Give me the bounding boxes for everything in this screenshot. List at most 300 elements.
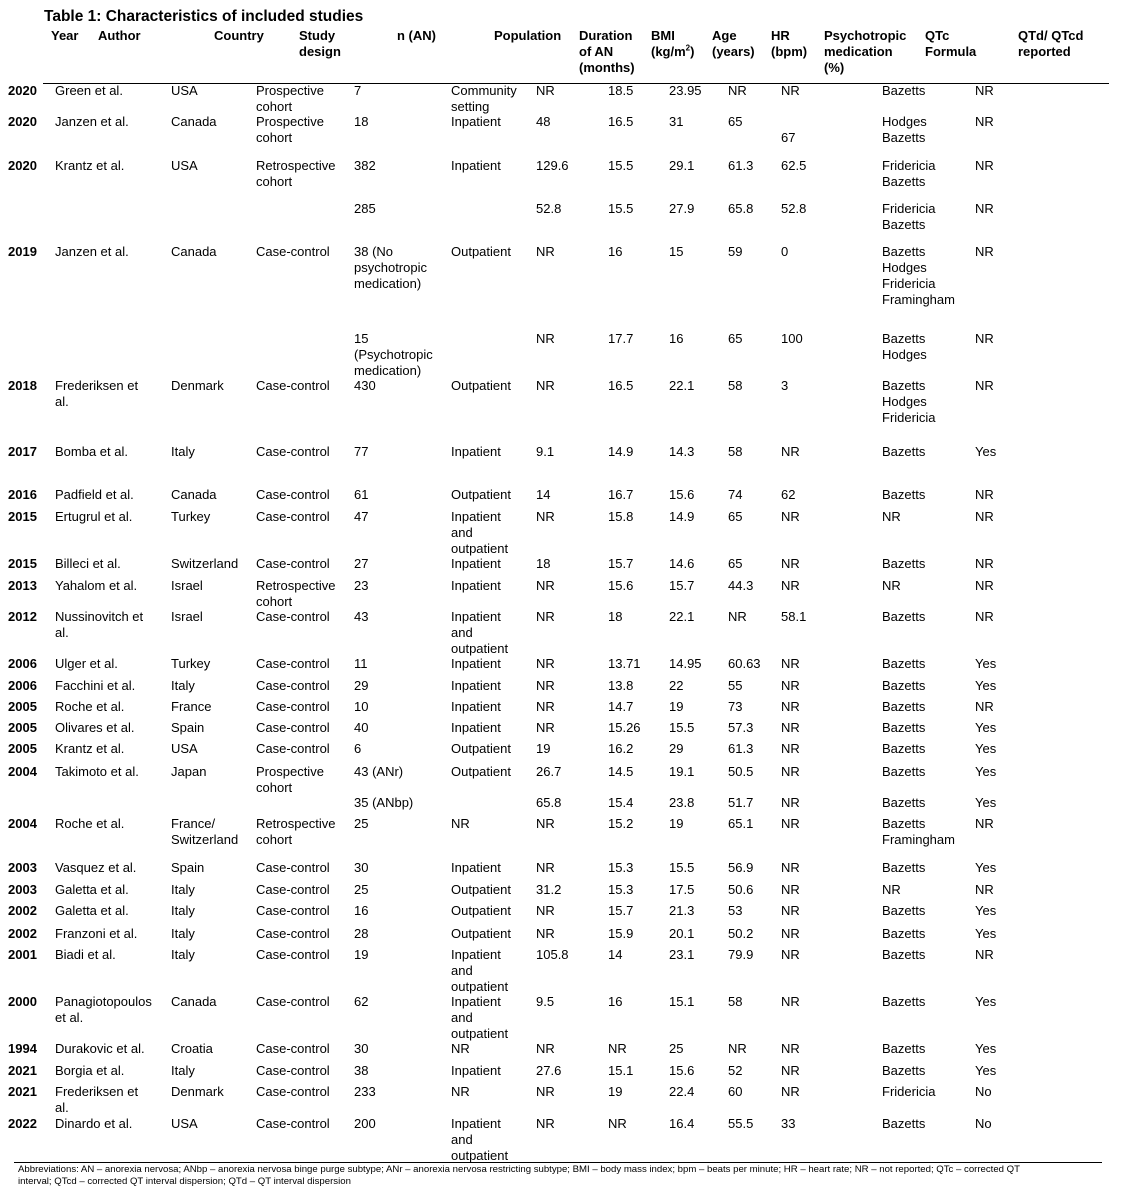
cell-age: 14.9	[669, 509, 695, 524]
cell-population: Inpatient	[451, 444, 501, 459]
cell-author: Biadi et al.	[55, 947, 116, 962]
cell-age: 15	[669, 244, 684, 259]
cell-duration: NR	[536, 1116, 555, 1131]
cell-n: 6	[354, 741, 362, 756]
cell-n: 35 (ANbp)	[354, 795, 414, 810]
cell-qtc: Bazetts	[882, 860, 926, 875]
cell-n: 25	[354, 816, 369, 831]
cell-psych: NR	[781, 860, 800, 875]
cell-design: Case-control	[256, 947, 330, 962]
cell-year: 2003	[8, 882, 37, 897]
cell-age: 15.1	[669, 994, 695, 1009]
cell-country: Japan	[171, 764, 207, 779]
cell-population: Inpatient	[451, 678, 501, 693]
cell-population: Inpatient	[451, 556, 501, 571]
cell-qtd: Yes	[975, 656, 997, 671]
cell-hr: 55	[728, 678, 743, 693]
cell-age: 22.4	[669, 1084, 695, 1099]
cell-n: 233	[354, 1084, 376, 1099]
cell-country: Italy	[171, 678, 195, 693]
cell-age: 15.5	[669, 720, 695, 735]
cell-duration: 27.6	[536, 1063, 562, 1078]
cell-country: Canada	[171, 994, 217, 1009]
cell-qtd: NR	[975, 882, 994, 897]
cell-qtd: Yes	[975, 994, 997, 1009]
cell-duration: NR	[536, 1041, 555, 1056]
cell-author: Galetta et al.	[55, 903, 129, 918]
cell-bmi: NR	[608, 1041, 627, 1056]
cell-n: 16	[354, 903, 369, 918]
cell-qtc: Bazetts	[882, 994, 926, 1009]
cell-design: Case-control	[256, 994, 330, 1009]
cell-age: 15.7	[669, 578, 695, 593]
cell-design: Case-control	[256, 1063, 330, 1078]
cell-qtc: Bazetts	[882, 699, 926, 714]
cell-population: Inpatient	[451, 656, 501, 671]
cell-psych: NR	[781, 509, 800, 524]
cell-country: Italy	[171, 947, 195, 962]
cell-design: Case-control	[256, 699, 330, 714]
cell-duration: NR	[536, 83, 555, 98]
cell-hr: 53	[728, 903, 743, 918]
cell-year: 2015	[8, 509, 37, 524]
cell-qtd: Yes	[975, 926, 997, 941]
cell-n: 29	[354, 678, 369, 693]
cell-n: 200	[354, 1116, 376, 1131]
cell-year: 2002	[8, 903, 37, 918]
cell-bmi: 18.5	[608, 83, 634, 98]
cell-psych: NR	[781, 444, 800, 459]
cell-duration: NR	[536, 609, 555, 624]
col-header-bmi-text: BMI (kg/m	[651, 28, 686, 59]
cell-year: 2018	[8, 378, 37, 393]
cell-country: USA	[171, 83, 198, 98]
cell-design: Retrospective cohort	[256, 158, 336, 189]
cell-author: Ertugrul et al.	[55, 509, 133, 524]
cell-design: Case-control	[256, 609, 330, 624]
cell-population: Inpatient	[451, 578, 501, 593]
cell-n: 19	[354, 947, 369, 962]
cell-qtc: Bazetts	[882, 487, 926, 502]
cell-hr: 65	[728, 509, 743, 524]
cell-age: 15.6	[669, 1063, 695, 1078]
cell-population: Inpatient	[451, 114, 501, 129]
cell-n: 40	[354, 720, 369, 735]
cell-bmi: 16.5	[608, 378, 634, 393]
cell-age: 20.1	[669, 926, 695, 941]
cell-qtd: NR	[975, 556, 994, 571]
cell-design: Case-control	[256, 678, 330, 693]
cell-population: NR	[451, 1041, 470, 1056]
cell-n: 62	[354, 994, 369, 1009]
cell-bmi: 14.9	[608, 444, 634, 459]
cell-psych: NR	[781, 994, 800, 1009]
cell-bmi: 17.7	[608, 331, 634, 346]
cell-bmi: 13.8	[608, 678, 634, 693]
cell-population: Inpatient	[451, 158, 501, 173]
cell-duration: NR	[536, 509, 555, 524]
cell-year: 2004	[8, 764, 37, 779]
cell-psych: NR	[781, 947, 800, 962]
cell-psych: NR	[781, 795, 800, 810]
cell-population: NR	[451, 816, 470, 831]
cell-psych: NR	[781, 882, 800, 897]
cell-bmi: 18	[608, 609, 623, 624]
cell-year: 2021	[8, 1084, 37, 1099]
cell-year: 2005	[8, 699, 37, 714]
cell-author: Janzen et al.	[55, 114, 129, 129]
cell-n: 27	[354, 556, 369, 571]
cell-country: Switzerland	[171, 556, 239, 571]
cell-author: Yahalom et al.	[55, 578, 138, 593]
cell-population: NR	[451, 1084, 470, 1099]
cell-author: Roche et al.	[55, 816, 125, 831]
cell-qtd: NR	[975, 578, 994, 593]
cell-hr: 58	[728, 378, 743, 393]
cell-year: 2003	[8, 860, 37, 875]
cell-qtd: NR	[975, 609, 994, 624]
cell-bmi: NR	[608, 1116, 627, 1131]
cell-design: Case-control	[256, 509, 330, 524]
cell-age: 14.3	[669, 444, 695, 459]
cell-hr: 60	[728, 1084, 743, 1099]
cell-qtd: NR	[975, 947, 994, 962]
cell-n: 30	[354, 1041, 369, 1056]
cell-bmi: 15.4	[608, 795, 634, 810]
cell-year: 2002	[8, 926, 37, 941]
cell-author: Janzen et al.	[55, 244, 129, 259]
cell-country: Denmark	[171, 378, 224, 393]
cell-duration: 48	[536, 114, 551, 129]
cell-qtd: NR	[975, 83, 994, 98]
cell-qtc: Bazetts	[882, 720, 926, 735]
cell-design: Prospective cohort	[256, 114, 324, 145]
cell-country: Spain	[171, 860, 205, 875]
cell-author: Durakovic et al.	[55, 1041, 145, 1056]
cell-population: Outpatient	[451, 244, 511, 259]
cell-age: 16	[669, 331, 684, 346]
cell-qtd: NR	[975, 699, 994, 714]
cell-qtd: NR	[975, 331, 994, 346]
cell-qtd: Yes	[975, 903, 997, 918]
col-header-hr: HR (bpm)	[771, 28, 808, 59]
cell-qtd: Yes	[975, 795, 997, 810]
cell-duration: NR	[536, 678, 555, 693]
cell-qtc: NR	[882, 882, 901, 897]
cell-year: 1994	[8, 1041, 37, 1056]
cell-population: Inpatient and outpatient	[451, 1116, 509, 1163]
cell-bmi: 15.3	[608, 860, 634, 875]
cell-psych: NR	[781, 83, 800, 98]
cell-qtc: Bazetts	[882, 444, 926, 459]
cell-design: Case-control	[256, 444, 330, 459]
cell-country: Canada	[171, 114, 217, 129]
cell-country: Italy	[171, 903, 195, 918]
cell-country: Denmark	[171, 1084, 224, 1099]
cell-duration: 65.8	[536, 795, 562, 810]
cell-design: Case-control	[256, 1084, 330, 1099]
cell-qtc: Bazetts	[882, 1116, 926, 1131]
cell-qtc: Bazetts	[882, 741, 926, 756]
cell-n: 28	[354, 926, 369, 941]
cell-qtd: Yes	[975, 720, 997, 735]
cell-author: Frederiksen et al.	[55, 1084, 139, 1115]
cell-author: Bomba et al.	[55, 444, 128, 459]
cell-age: 19.1	[669, 764, 695, 779]
cell-hr: 50.5	[728, 764, 754, 779]
cell-age: 23.1	[669, 947, 695, 962]
cell-design: Case-control	[256, 860, 330, 875]
cell-qtd: Yes	[975, 678, 997, 693]
cell-qtc: Bazetts	[882, 609, 926, 624]
cell-bmi: 19	[608, 1084, 623, 1099]
cell-population: Inpatient and outpatient	[451, 947, 509, 994]
cell-qtd: Yes	[975, 444, 997, 459]
cell-country: Italy	[171, 926, 195, 941]
cell-year: 2020	[8, 83, 37, 98]
cell-year: 2005	[8, 741, 37, 756]
cell-qtd: NR	[975, 378, 994, 393]
cell-qtc: Bazetts	[882, 678, 926, 693]
cell-country: Italy	[171, 444, 195, 459]
cell-n: 11	[354, 656, 368, 671]
cell-hr: 65.1	[728, 816, 754, 831]
cell-age: 14.6	[669, 556, 695, 571]
cell-country: Israel	[171, 578, 203, 593]
cell-n: 430	[354, 378, 376, 393]
cell-age: 31	[669, 114, 684, 129]
abbreviations-footnote: Abbreviations: AN – anorexia nervosa; ANbp – anorexia nervosa binge purge subtype; ANr – anorexia nervosa restricting subtype; BMI – body mass index; bpm – beats per minute; HR – heart rate; NR – not reported; QTc – corrected QT interval; QTcd – corrected QT interval dispersion; QTd – QT interval dispersion	[18, 1164, 1020, 1187]
cell-duration: NR	[536, 244, 555, 259]
col-header-duration: Duration of AN (months)	[579, 28, 635, 75]
cell-hr: 51.7	[728, 795, 754, 810]
cell-country: Israel	[171, 609, 203, 624]
cell-n: 30	[354, 860, 369, 875]
cell-population: Outpatient	[451, 378, 511, 393]
cell-psych: 3	[781, 378, 789, 393]
cell-qtc: Fridericia	[882, 1084, 936, 1099]
cell-qtc: Bazetts	[882, 903, 926, 918]
cell-n: 61	[354, 487, 369, 502]
cell-design: Case-control	[256, 903, 330, 918]
cell-age: 22.1	[669, 378, 695, 393]
cell-qtd: NR	[975, 816, 994, 831]
cell-year: 2001	[8, 947, 37, 962]
cell-hr: 50.2	[728, 926, 754, 941]
cell-hr: 65	[728, 331, 743, 346]
cell-country: USA	[171, 1116, 198, 1131]
cell-hr: 52	[728, 1063, 743, 1078]
cell-n: 38	[354, 1063, 369, 1078]
cell-design: Case-control	[256, 1041, 330, 1056]
cell-psych: NR	[781, 764, 800, 779]
col-header-author: Author	[98, 28, 141, 43]
cell-hr: 58	[728, 444, 743, 459]
cell-year: 2000	[8, 994, 37, 1009]
cell-psych: NR	[781, 1041, 800, 1056]
cell-age: 22	[669, 678, 684, 693]
cell-qtc: Hodges Bazetts	[882, 114, 927, 145]
cell-design: Case-control	[256, 926, 330, 941]
cell-qtd: No	[975, 1116, 992, 1131]
cell-design: Case-control	[256, 378, 330, 393]
cell-duration: 26.7	[536, 764, 562, 779]
cell-country: USA	[171, 741, 198, 756]
cell-n: 77	[354, 444, 369, 459]
cell-country: Canada	[171, 487, 217, 502]
cell-psych: NR	[781, 699, 800, 714]
cell-psych: NR	[781, 1084, 800, 1099]
cell-psych: 0	[781, 244, 789, 259]
cell-psych: 58.1	[781, 609, 807, 624]
cell-qtd: Yes	[975, 1063, 997, 1078]
cell-bmi: 16	[608, 244, 623, 259]
cell-qtd: Yes	[975, 1041, 997, 1056]
cell-hr: 65.8	[728, 201, 754, 216]
cell-bmi: 16.2	[608, 741, 634, 756]
cell-population: Inpatient	[451, 1063, 501, 1078]
table-header	[43, 26, 1109, 84]
cell-qtd: Yes	[975, 860, 997, 875]
cell-country: Croatia	[171, 1041, 213, 1056]
cell-qtd: No	[975, 1084, 992, 1099]
cell-duration: NR	[536, 720, 555, 735]
cell-design: Case-control	[256, 882, 330, 897]
cell-hr: 59	[728, 244, 743, 259]
cell-duration: 18	[536, 556, 551, 571]
cell-psych: NR	[781, 556, 800, 571]
cell-design: Case-control	[256, 487, 330, 502]
cell-population: Outpatient	[451, 741, 511, 756]
col-header-age: Age (years)	[712, 28, 755, 59]
cell-qtc: Fridericia Bazetts	[882, 201, 936, 232]
cell-bmi: 15.26	[608, 720, 641, 735]
cell-duration: NR	[536, 699, 555, 714]
cell-author: Green et al.	[55, 83, 123, 98]
cell-psych: NR	[781, 578, 800, 593]
cell-author: Frederiksen et al.	[55, 378, 139, 409]
cell-hr: 44.3	[728, 578, 754, 593]
cell-age: 19	[669, 816, 684, 831]
col-header-bmi-tail: )	[690, 44, 695, 59]
cell-year: 2006	[8, 656, 37, 671]
cell-country: USA	[171, 158, 198, 173]
cell-age: 27.9	[669, 201, 695, 216]
cell-country: France	[171, 699, 212, 714]
cell-duration: NR	[536, 331, 555, 346]
cell-n: 47	[354, 509, 369, 524]
cell-qtc: NR	[882, 578, 901, 593]
cell-bmi: 14.7	[608, 699, 634, 714]
cell-author: Vasquez et al.	[55, 860, 137, 875]
cell-year: 2004	[8, 816, 37, 831]
col-header-qtd: QTd/ QTcd reported	[1018, 28, 1084, 59]
cell-population: Inpatient and outpatient	[451, 509, 509, 556]
cell-duration: NR	[536, 378, 555, 393]
cell-author: Olivares et al.	[55, 720, 135, 735]
cell-country: Italy	[171, 1063, 195, 1078]
cell-design: Case-control	[256, 1116, 330, 1131]
cell-author: Roche et al.	[55, 699, 125, 714]
cell-psych: NR	[781, 678, 800, 693]
cell-population: Inpatient	[451, 860, 501, 875]
cell-year: 2021	[8, 1063, 37, 1078]
cell-qtc: Bazetts Hodges Fridericia Framingham	[882, 244, 955, 307]
cell-country: France/ Switzerland	[171, 816, 239, 847]
cell-duration: NR	[536, 816, 555, 831]
cell-design: Case-control	[256, 656, 330, 671]
cell-age: 17.5	[669, 882, 695, 897]
col-header-bmi	[651, 28, 694, 60]
cell-n: 23	[354, 578, 369, 593]
cell-n: 18	[354, 114, 369, 129]
cell-bmi: 15.2	[608, 816, 634, 831]
cell-design: Case-control	[256, 556, 330, 571]
cell-psych: NR	[781, 656, 800, 671]
cell-duration: NR	[536, 578, 555, 593]
cell-bmi: 15.7	[608, 903, 634, 918]
cell-qtd: NR	[975, 201, 994, 216]
cell-qtc: Bazetts Framingham	[882, 816, 955, 847]
col-header-n: n (AN)	[397, 28, 436, 43]
cell-author: Galetta et al.	[55, 882, 129, 897]
cell-duration: 52.8	[536, 201, 562, 216]
cell-year: 2013	[8, 578, 37, 593]
cell-qtd: NR	[975, 244, 994, 259]
cell-n: 15 (Psychotropic medication)	[354, 331, 433, 378]
cell-duration: NR	[536, 860, 555, 875]
cell-age: 21.3	[669, 903, 695, 918]
cell-hr: 74	[728, 487, 743, 502]
cell-n: 25	[354, 882, 369, 897]
cell-hr: 50.6	[728, 882, 754, 897]
cell-age: 19	[669, 699, 684, 714]
cell-hr: 79.9	[728, 947, 754, 962]
cell-year: 2020	[8, 158, 37, 173]
cell-psych: 62.5	[781, 158, 807, 173]
cell-author: Takimoto et al.	[55, 764, 139, 779]
cell-qtc: Bazetts	[882, 764, 926, 779]
table-document	[43, 8, 1109, 84]
cell-duration: 129.6	[536, 158, 569, 173]
cell-psych: 100	[781, 331, 803, 346]
cell-design: Case-control	[256, 720, 330, 735]
cell-design: Case-control	[256, 244, 330, 259]
cell-duration: 19	[536, 741, 551, 756]
cell-bmi: 16.5	[608, 114, 634, 129]
cell-psych: NR	[781, 720, 800, 735]
col-header-qtc: QTc Formula	[925, 28, 977, 59]
cell-population: Outpatient	[451, 764, 511, 779]
cell-duration: 9.5	[536, 994, 555, 1009]
cell-n: 38 (No psychotropic medication)	[354, 244, 427, 291]
cell-qtc: NR	[882, 509, 901, 524]
col-header-population: Population	[494, 28, 562, 43]
cell-qtc: Bazetts	[882, 83, 926, 98]
cell-design: Case-control	[256, 741, 330, 756]
cell-year: 2006	[8, 678, 37, 693]
cell-author: Panagiotopoulos et al.	[55, 994, 152, 1025]
cell-population: Outpatient	[451, 926, 511, 941]
cell-duration: NR	[536, 1084, 555, 1099]
cell-country: Italy	[171, 882, 195, 897]
cell-age: 15.6	[669, 487, 695, 502]
cell-age: 15.5	[669, 860, 695, 875]
cell-qtd: NR	[975, 158, 994, 173]
cell-population: Inpatient	[451, 699, 501, 714]
cell-age: 29.1	[669, 158, 695, 173]
cell-n: 382	[354, 158, 376, 173]
